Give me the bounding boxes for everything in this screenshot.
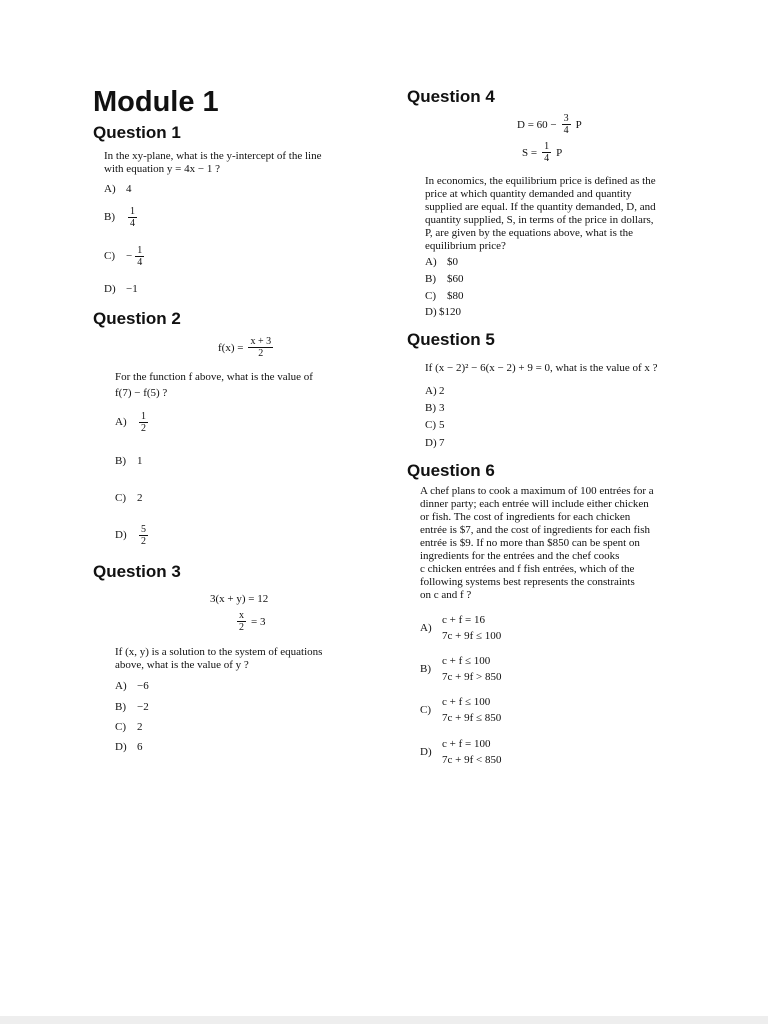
fraction-numerator: 1	[130, 206, 135, 217]
question-6-stem	[420, 485, 720, 602]
question-1-option-c[interactable]	[104, 245, 146, 268]
question-6-stem-line: ingredients for the entrées and the chef cooks	[420, 550, 620, 562]
question-6-stem-line: entrée is $9. If no more than $850 can be spent on	[420, 537, 640, 549]
question-3-option-c[interactable]	[115, 721, 143, 734]
option-text: 3	[439, 402, 445, 414]
question-2-equation	[218, 336, 275, 359]
option-text: 6	[137, 741, 143, 753]
option-system	[442, 694, 501, 726]
question-6-stem-line: c chicken entrées and f fish entrées, which of the	[420, 563, 635, 575]
option-text: 1	[137, 455, 143, 467]
option-text: −6	[137, 680, 149, 692]
system-line-1: c + f ≤ 100	[442, 655, 491, 667]
question-2-option-c[interactable]	[115, 492, 143, 505]
page-bottom-edge	[0, 1016, 768, 1024]
question-6-option-c[interactable]	[420, 694, 501, 726]
option-letter: A)	[104, 183, 116, 195]
question-1-stem-line: In the xy-plane, what is the y-intercept of the line	[104, 150, 322, 162]
question-3-option-d[interactable]	[115, 741, 143, 754]
question-6-stem-line: dinner party; each entrée will include either chicken	[420, 498, 649, 510]
option-text: 7	[439, 437, 445, 449]
fraction-denominator: 4	[563, 125, 569, 136]
option-fraction	[139, 524, 148, 547]
question-3-equation-2	[235, 610, 265, 633]
fraction-numerator: x	[239, 610, 244, 621]
question-6-option-a[interactable]	[420, 612, 501, 644]
question-6-stem-line: or fish. The cost of ingredients for each chicken	[420, 511, 631, 523]
question-5-option-b[interactable]	[425, 402, 445, 415]
fraction-denominator: 4	[544, 153, 550, 164]
question-4-stem-line: supplied are equal. If the quantity demanded, D, and	[425, 201, 656, 213]
equation-rhs: P	[556, 146, 563, 159]
option-letter: D)	[425, 437, 437, 449]
option-text: 2	[137, 492, 143, 504]
question-4-stem-line: P, are given by the equations above, what is the	[425, 227, 634, 239]
question-6-stem-line: following systems best represents the constraints	[420, 576, 635, 588]
option-letter: A)	[115, 416, 127, 428]
option-letter: B)	[115, 701, 126, 713]
fraction-numerator: x + 3	[250, 336, 272, 347]
question-5-stem-line: If (x − 2)² − 6(x − 2) + 9 = 0, what is the value of x ?	[425, 362, 658, 374]
fraction-denominator: 4	[137, 257, 143, 268]
fraction-denominator: 2	[141, 423, 146, 434]
question-4-equation-2	[522, 141, 562, 164]
question-3-equation-1	[210, 593, 268, 605]
question-6-option-d[interactable]	[420, 736, 501, 768]
question-5-stem	[425, 362, 725, 375]
question-4-equation-1	[517, 113, 582, 136]
option-letter: A)	[425, 385, 437, 397]
option-letter: D)	[104, 283, 116, 295]
equation-rhs: = 3	[251, 615, 266, 628]
system-line-1: c + f ≤ 100	[442, 696, 491, 708]
fraction-numerator: 5	[141, 524, 146, 535]
question-6-stem-line: entrée is $7, and the cost of ingredients for each fish	[420, 524, 651, 536]
question-6-heading: Question 6	[407, 461, 495, 480]
option-letter: C)	[115, 492, 126, 504]
option-text: 2	[137, 721, 143, 733]
question-2-heading: Question 2	[93, 309, 181, 328]
system-line-1: c + f = 16	[442, 614, 485, 626]
option-letter: D)	[115, 741, 127, 753]
question-5-heading: Question 5	[407, 330, 495, 349]
question-4-option-b[interactable]	[425, 273, 464, 286]
system-line-2: 7c + 9f ≤ 850	[442, 712, 502, 724]
question-2-option-d[interactable]	[115, 524, 150, 547]
option-text: −2	[137, 701, 149, 713]
question-3-stem-line: above, what is the value of y ?	[115, 659, 249, 671]
option-letter: D)	[115, 529, 127, 541]
fraction-numerator: 3	[563, 113, 569, 124]
question-3-option-a[interactable]	[115, 680, 149, 693]
option-letter: B)	[104, 211, 115, 223]
option-letter: C)	[425, 419, 436, 431]
question-1-stem	[104, 150, 394, 176]
fraction-numerator: 1	[544, 141, 550, 152]
equation-lhs: S =	[522, 146, 538, 159]
system-line-1: c + f = 100	[442, 738, 491, 750]
option-letter: D)	[425, 306, 437, 318]
question-4-stem-line: In economics, the equilibrium price is defined as the	[425, 175, 656, 187]
option-text: $80	[447, 290, 464, 302]
option-fraction	[128, 206, 137, 229]
question-3-stem-line: If (x, y) is a solution to the system of equations	[115, 646, 323, 658]
question-5-option-a[interactable]	[425, 385, 445, 398]
fraction-denominator: 4	[130, 218, 135, 229]
option-letter: B)	[425, 402, 436, 414]
question-6-option-b[interactable]	[420, 653, 501, 685]
option-fraction	[139, 411, 148, 434]
equation-fraction	[562, 113, 571, 136]
question-1-stem-line: with equation y = 4x − 1 ?	[104, 163, 220, 175]
option-letter: B)	[420, 662, 431, 675]
fraction-denominator: 2	[239, 622, 244, 633]
question-4-stem-line: quantity supplied, S, in terms of the price in dollars,	[425, 214, 654, 226]
equation-fraction	[248, 336, 273, 359]
option-text: $120	[439, 306, 461, 318]
fraction-denominator: 2	[258, 348, 264, 359]
option-text: 4	[126, 183, 132, 195]
option-letter: C)	[104, 250, 115, 262]
question-4-option-d[interactable]	[425, 306, 461, 319]
option-letter: B)	[115, 455, 126, 467]
question-2-stem-line: f(7) − f(5) ?	[115, 387, 168, 399]
question-4-option-c[interactable]	[425, 290, 464, 303]
equation-rhs: P	[575, 118, 582, 131]
system-line-2: 7c + 9f ≤ 100	[442, 630, 502, 642]
question-4-stem	[425, 175, 715, 253]
system-line-2: 7c + 9f > 850	[442, 671, 502, 683]
option-letter: C)	[420, 703, 431, 716]
question-2-option-a[interactable]	[115, 411, 150, 434]
option-text: 2	[439, 385, 445, 397]
option-system	[442, 736, 501, 768]
question-6-stem-line: A chef plans to cook a maximum of 100 entrées for a	[420, 485, 654, 497]
minus-sign: −	[126, 250, 133, 262]
option-text: $60	[447, 273, 464, 285]
option-text: $0	[447, 256, 458, 268]
fraction-numerator: 1	[141, 411, 146, 422]
option-fraction	[135, 245, 144, 268]
option-letter: B)	[425, 273, 436, 285]
option-system	[442, 612, 501, 644]
question-4-stem-line: price at which quantity demanded and quantity	[425, 188, 632, 200]
option-letter: C)	[115, 721, 126, 733]
question-4-heading: Question 4	[407, 87, 495, 106]
equation-lhs: f(x) =	[218, 341, 244, 354]
question-1-option-d[interactable]	[104, 283, 138, 296]
fraction-numerator: 1	[137, 245, 143, 256]
question-2-stem-line: For the function f above, what is the value of	[115, 371, 313, 383]
question-4-option-a[interactable]	[425, 256, 458, 269]
equation-lhs: D = 60 −	[517, 118, 557, 131]
question-3-option-b[interactable]	[115, 701, 149, 714]
question-2-stem	[115, 371, 395, 400]
option-letter: A)	[425, 256, 437, 268]
option-text: 5	[439, 419, 445, 431]
option-letter: C)	[425, 290, 436, 302]
question-3-heading: Question 3	[93, 562, 181, 581]
question-1-option-b[interactable]	[104, 206, 139, 229]
system-line-2: 7c + 9f < 850	[442, 754, 502, 766]
equation-fraction	[237, 610, 246, 633]
question-1-option-a[interactable]	[104, 183, 132, 196]
option-letter: D)	[420, 745, 432, 758]
option-letter: A)	[420, 621, 432, 634]
question-5-option-c[interactable]	[425, 419, 445, 432]
option-text: −1	[126, 283, 138, 295]
module-title: Module 1	[93, 86, 219, 118]
question-3-stem	[115, 646, 395, 672]
equation-fraction	[542, 141, 551, 164]
question-1-heading: Question 1	[93, 123, 181, 142]
question-4-stem-line: equilibrium price?	[425, 240, 506, 252]
option-letter: A)	[115, 680, 127, 692]
fraction-denominator: 2	[141, 536, 146, 547]
question-2-option-b[interactable]	[115, 455, 143, 468]
question-6-stem-line: on c and f ?	[420, 589, 472, 601]
question-5-option-d[interactable]	[425, 437, 445, 450]
equation-text: 3(x + y) = 12	[210, 593, 269, 605]
option-system	[442, 653, 501, 685]
